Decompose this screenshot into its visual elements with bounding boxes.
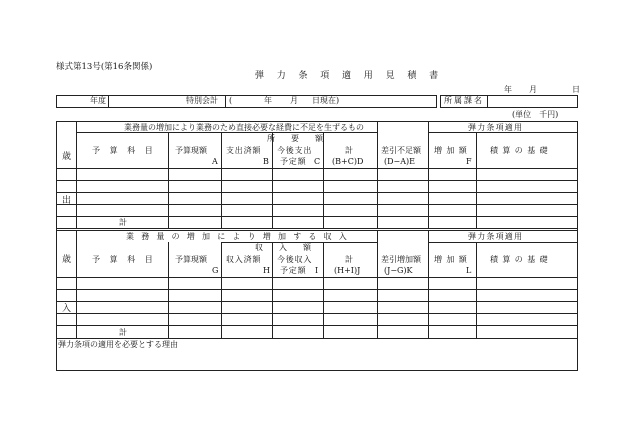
- revenue-col-increase-diff-code: (J−G)K: [384, 266, 413, 275]
- expenditure-col-spent-code: B: [263, 157, 269, 166]
- expenditure-col-current: 予算現額: [175, 146, 207, 155]
- revenue-col-increase-diff: 差引増加額: [381, 255, 421, 264]
- reason-label: 弾力条項の適用を必要とする理由: [58, 340, 178, 349]
- expenditure-col-increase-code: F: [466, 157, 472, 166]
- date-day: 日: [572, 85, 580, 94]
- required-amount-header: 所 要 額: [267, 134, 323, 143]
- expenditure-col-future-code: C: [314, 157, 321, 166]
- fiscal-year-label: 年度: [90, 96, 106, 105]
- expenditure-col-spent: 支出済額: [226, 146, 262, 155]
- form-number: 様式第13号(第16条関係): [56, 62, 153, 72]
- as-of-day: 日現在): [312, 96, 340, 105]
- expenditure-total-label: 計: [119, 218, 127, 227]
- revenue-side-bottom: 入: [62, 304, 72, 314]
- revenue-col-current: 予算現額: [175, 255, 207, 264]
- revenue-col-increase: 増加額: [434, 255, 472, 264]
- income-amount-header: 収 入 額: [255, 243, 311, 252]
- date-month: 月: [529, 85, 537, 94]
- revenue-col-future-2: 予定額: [280, 266, 307, 275]
- unit-note: (単位 千円): [512, 110, 559, 119]
- revenue-flex-header: 弾力条項適用: [468, 232, 524, 241]
- special-account-label: 特別会計: [186, 96, 218, 105]
- revenue-col-basis: 積算の基礎: [490, 255, 552, 264]
- revenue-col-received: 収入済額: [226, 255, 262, 264]
- revenue-col-item: 予算科目: [92, 255, 163, 264]
- expenditure-col-total: 計: [345, 146, 353, 155]
- expenditure-col-future: 今後支出: [277, 146, 313, 155]
- revenue-col-received-code: H: [263, 266, 270, 275]
- revenue-total-label: 計: [119, 328, 127, 337]
- expenditure-col-total-code: (B+C)D: [332, 157, 364, 166]
- revenue-col-future: 今後収入: [277, 255, 313, 264]
- revenue-col-total-code: (H+I)J: [334, 266, 361, 275]
- expenditure-side-bottom: 出: [62, 196, 72, 206]
- as-of-month: 月: [290, 96, 298, 105]
- expenditure-col-shortfall-code: (D−A)E: [384, 157, 415, 166]
- date-year: 年: [504, 85, 512, 94]
- expenditure-col-increase: 増加額: [434, 146, 472, 155]
- revenue-col-current-code: G: [212, 266, 219, 275]
- expenditure-col-shortfall: 差引不足額: [381, 146, 421, 155]
- expenditure-col-future-2: 予定額: [280, 157, 307, 166]
- as-of-open: (: [229, 96, 233, 105]
- page-title: 弾 力 条 項 適 用 見 積 書: [255, 71, 444, 81]
- department-label: 所属課名: [444, 96, 484, 105]
- expenditure-flex-header: 弾力条項適用: [468, 123, 524, 132]
- revenue-banner: 業務量の増加により増加する収入: [126, 232, 354, 241]
- expenditure-col-item: 予算科目: [92, 146, 163, 155]
- expenditure-col-current-code: A: [212, 157, 218, 166]
- revenue-col-future-code: I: [315, 266, 319, 275]
- expenditure-banner: 業務量の増加により業務のため直接必要な経費に不足を生ずるもの: [124, 123, 364, 132]
- expenditure-col-basis: 積算の基礎: [490, 146, 552, 155]
- revenue-col-increase-code: L: [466, 266, 472, 275]
- revenue-side-top: 歳: [62, 255, 72, 265]
- revenue-col-total: 計: [345, 255, 353, 264]
- expenditure-side-top: 歳: [62, 152, 72, 162]
- as-of-year: 年: [264, 96, 272, 105]
